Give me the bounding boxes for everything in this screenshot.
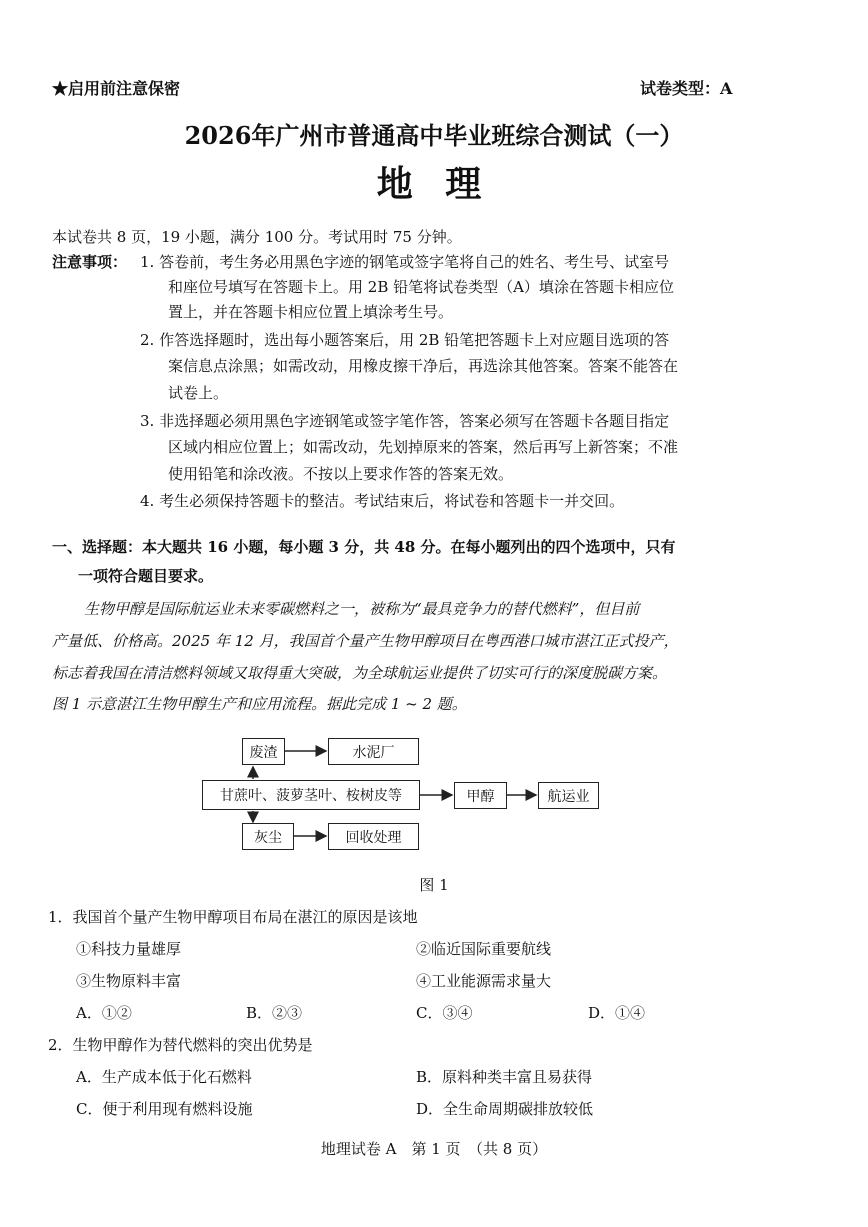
- question-2-stem: 2．生物甲醇作为替代燃料的突出优势是: [48, 1036, 313, 1054]
- notice-line: 置上，并在答题卡相应位置上填涂考生号。: [168, 303, 454, 321]
- paper-type-label: 试卷类型：A: [640, 79, 733, 98]
- passage-line: 图 1 示意湛江生物甲醇生产和应用流程。据此完成 1 ~ 2 题。: [52, 695, 467, 713]
- q1-option-a: A．①②: [76, 1004, 132, 1022]
- q1-statement-3: ③生物原料丰富: [76, 972, 182, 990]
- section-heading: 一、选择题：本大题共 16 小题，每小题 3 分，共 48 分。在每小题列出的四个选项中，只有: [52, 538, 676, 556]
- node-methanol: 甲醇: [454, 782, 507, 809]
- node-dust: 灰尘: [242, 823, 294, 850]
- subject-title: 地 理: [376, 163, 492, 205]
- node-cement-plant: 水泥厂: [328, 738, 419, 765]
- passage-line: 产量低、价格高。2025 年 12 月，我国首个量产生物甲醇项目在粤西港口城市湛江正式投产，: [52, 632, 679, 650]
- notice-line: 试卷上。: [168, 384, 229, 402]
- exam-title: 2026年广州市普通高中毕业班综合测试（一）: [184, 121, 684, 150]
- notice-line: 使用铅笔和涂改液。不按以上要求作答的答案无效。: [168, 465, 514, 483]
- q2-option-a: A．生产成本低于化石燃料: [76, 1068, 252, 1086]
- passage-line: 标志着我国在清洁燃料领域又取得重大突破，为全球航运业提供了切实可行的深度脱碳方案。: [52, 664, 668, 682]
- notice-line: 案信息点涂黑；如需改动，用橡皮擦干净后，再选涂其他答案。答案不能答在: [168, 357, 679, 375]
- q1-statement-4: ④工业能源需求量大: [416, 972, 552, 990]
- exam-intro: 本试卷共 8 页，19 小题，满分 100 分。考试用时 75 分钟。: [52, 228, 462, 246]
- q2-option-d: D．全生命周期碳排放较低: [416, 1100, 594, 1118]
- confidential-label: ★启用前注意保密: [52, 79, 181, 98]
- figure-caption: 图 1: [419, 876, 449, 894]
- q1-option-d: D．①④: [588, 1004, 646, 1022]
- notice-line: 3. 非选择题必须用黑色字迹钢笔或签字笔作答，答案必须写在答题卡各题目指定: [140, 412, 670, 430]
- notice-line: 和座位号填写在答题卡上。用 2B 铅笔将试卷类型（A）填涂在答题卡相应位: [168, 278, 674, 296]
- q1-option-b: B．②③: [246, 1004, 303, 1022]
- node-raw-materials: 甘蔗叶、菠萝茎叶、桉树皮等: [202, 780, 420, 810]
- node-waste: 废渣: [242, 738, 285, 765]
- notice-line: 1. 答卷前，考生务必用黑色字迹的钢笔或签字笔将自己的姓名、考生号、试室号: [140, 253, 670, 271]
- question-1-stem: 1．我国首个量产生物甲醇项目布局在湛江的原因是该地: [48, 908, 418, 926]
- node-shipping: 航运业: [538, 782, 599, 809]
- q2-option-c: C．便于利用现有燃料设施: [76, 1100, 253, 1118]
- node-recycling: 回收处理: [328, 823, 419, 850]
- notice-line: 2. 作答选择题时，选出每小题答案后，用 2B 铅笔把答题卡上对应题目选项的答: [140, 331, 670, 349]
- section-heading-cont: 一项符合题目要求。: [78, 567, 214, 585]
- q1-statement-2: ②临近国际重要航线: [416, 940, 552, 958]
- q1-option-c: C．③④: [416, 1004, 473, 1022]
- q2-option-b: B．原料种类丰富且易获得: [416, 1068, 593, 1086]
- notice-line: 区域内相应位置上；如需改动，先划掉原来的答案，然后再写上新答案；不准: [168, 438, 679, 456]
- notice-line: 4. 考生必须保持答题卡的整洁。考试结束后，将试卷和答题卡一并交回。: [140, 492, 625, 510]
- page-footer: 地理试卷 A 第 1 页 （共 8 页）: [320, 1140, 548, 1158]
- q1-statement-1: ①科技力量雄厚: [76, 940, 182, 958]
- passage-line: 生物甲醇是国际航运业未来零碳燃料之一，被称为“最具竞争力的替代燃料”，但目前: [84, 600, 640, 618]
- notice-label: 注意事项：: [52, 253, 128, 271]
